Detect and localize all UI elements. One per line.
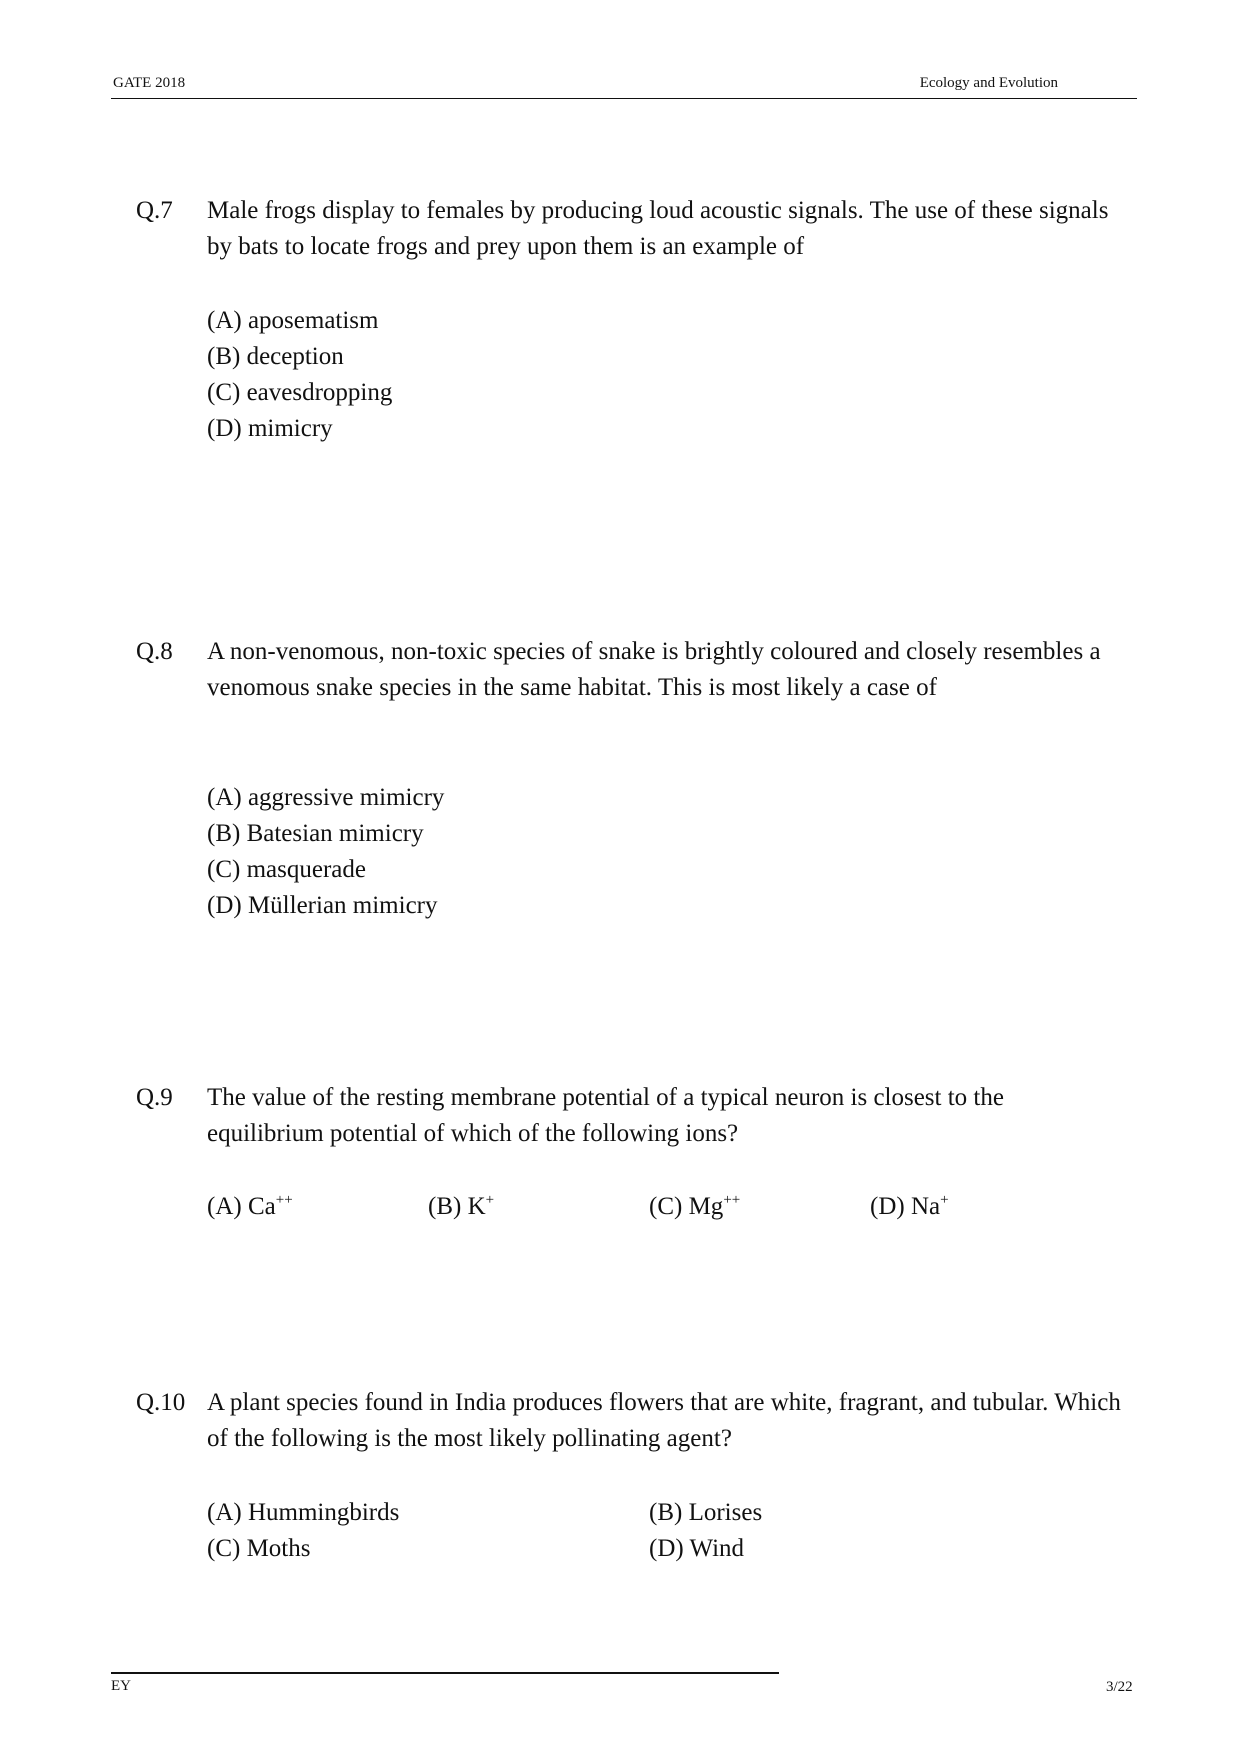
option-c: (C) masquerade — [207, 856, 366, 883]
page-number: 3/22 — [1106, 1679, 1133, 1695]
option-a: (A) aposematism — [207, 307, 379, 334]
question-number: Q.10 — [136, 1389, 186, 1416]
option-b: (B) Lorises — [649, 1499, 763, 1526]
footer-paper-code: EY — [111, 1678, 131, 1694]
option-c: (C) Moths — [207, 1535, 311, 1562]
option-a: (A) Ca++ — [207, 1192, 293, 1220]
header-subject: Ecology and Evolution — [919, 75, 1058, 91]
option-list — [207, 1189, 1107, 1225]
question-text: The value of the resting membrane potential of a typical neuron is closest to the equilibrium potential of which of the following ions? — [207, 1084, 1004, 1147]
question-number: Q.7 — [136, 197, 173, 224]
question-text: A non-venomous, non-toxic species of snake is brightly coloured and closely resembles a venomous snake species in the same habitat. This is most likely a case of — [207, 638, 1101, 701]
option-d: (D) Müllerian mimicry — [207, 892, 438, 919]
option-b: (B) deception — [207, 343, 344, 370]
option-b: (B) K+ — [428, 1192, 495, 1220]
page-header — [111, 75, 1137, 99]
question-text: A plant species found in India produces flowers that are white, fragrant, and tubular. Which of the following is the most likely pollinating agent? — [207, 1389, 1121, 1452]
question-number: Q.9 — [136, 1084, 173, 1111]
footer-divider — [111, 1672, 779, 1674]
header-exam-title: GATE 2018 — [113, 75, 186, 91]
option-b: (B) Batesian mimicry — [207, 820, 424, 847]
question-number: Q.8 — [136, 638, 173, 665]
option-a: (A) aggressive mimicry — [207, 784, 445, 811]
option-d: (D) Na+ — [870, 1192, 949, 1220]
option-list — [207, 1495, 1107, 1567]
question-text: Male frogs display to females by producing loud acoustic signals. The use of these signals by bats to locate frogs and prey upon them is an example of — [207, 197, 1109, 260]
option-d: (D) Wind — [649, 1535, 745, 1562]
option-c: (C) eavesdropping — [207, 379, 393, 406]
option-a: (A) Hummingbirds — [207, 1499, 400, 1526]
option-c: (C) Mg++ — [649, 1192, 741, 1220]
option-list — [207, 303, 392, 447]
option-list — [207, 780, 444, 924]
option-d: (D) mimicry — [207, 415, 333, 442]
